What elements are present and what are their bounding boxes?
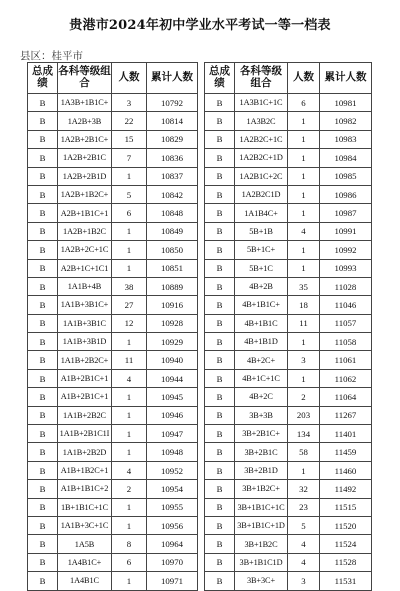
cell-combo: 3B+1B2C+ — [235, 480, 288, 498]
score-table-left — [27, 62, 198, 591]
cell-grade: B — [28, 498, 58, 516]
table-row — [28, 296, 198, 314]
table-row — [28, 572, 198, 590]
cell-cumulative: 10829 — [147, 130, 198, 148]
cell-combo: 5B+1C+ — [235, 241, 288, 259]
cell-combo: A2B+1B1C+1 — [58, 204, 112, 222]
header-count: 人数 — [288, 63, 320, 94]
cell-cumulative: 11531 — [320, 572, 372, 590]
cell-count: 4 — [288, 222, 320, 240]
cell-grade: B — [28, 204, 58, 222]
cell-count: 32 — [288, 480, 320, 498]
table-row — [28, 443, 198, 461]
cell-combo: 4B+2B — [235, 277, 288, 295]
cell-cumulative: 11520 — [320, 516, 372, 534]
cell-combo: 5B+1B — [235, 222, 288, 240]
table-row — [205, 406, 372, 424]
table-row — [28, 112, 198, 130]
table-row — [205, 94, 372, 112]
cell-grade: B — [205, 167, 235, 185]
cell-cumulative: 10929 — [147, 333, 198, 351]
cell-grade: B — [205, 185, 235, 203]
table-row — [205, 296, 372, 314]
cell-grade: B — [205, 425, 235, 443]
table-row — [28, 333, 198, 351]
cell-count: 4 — [288, 535, 320, 553]
table-row — [205, 388, 372, 406]
cell-cumulative: 10991 — [320, 222, 372, 240]
table-row — [205, 204, 372, 222]
cell-grade: B — [28, 222, 58, 240]
cell-grade: B — [205, 296, 235, 314]
cell-combo: 4B+1B1C+ — [235, 296, 288, 314]
cell-combo: 1A1B+2B2C+ — [58, 351, 112, 369]
cell-combo: A1B+2B1C+1 — [58, 388, 112, 406]
table-row — [205, 167, 372, 185]
cell-combo: 3B+2B1D — [235, 461, 288, 479]
cell-count: 1 — [112, 572, 147, 590]
cell-count: 3 — [288, 572, 320, 590]
cell-count: 27 — [112, 296, 147, 314]
header-combo: 各科等级组合 — [235, 63, 288, 94]
cell-combo: 4B+2C — [235, 388, 288, 406]
cell-cumulative: 11028 — [320, 277, 372, 295]
cell-cumulative: 11460 — [320, 461, 372, 479]
cell-cumulative: 10889 — [147, 277, 198, 295]
cell-cumulative: 10983 — [320, 130, 372, 148]
cell-grade: B — [28, 572, 58, 590]
cell-grade: B — [28, 296, 58, 314]
cell-count: 1 — [288, 241, 320, 259]
cell-cumulative: 10940 — [147, 351, 198, 369]
cell-combo: 1A1B+4B — [58, 277, 112, 295]
table-row — [28, 553, 198, 571]
cell-combo: 3B+2B1C — [235, 443, 288, 461]
cell-cumulative: 10836 — [147, 149, 198, 167]
cell-combo: 1A2B2C1D — [235, 185, 288, 203]
cell-cumulative: 10837 — [147, 167, 198, 185]
cell-cumulative: 11524 — [320, 535, 372, 553]
header-count: 人数 — [112, 63, 147, 94]
cell-grade: B — [28, 425, 58, 443]
cell-cumulative: 11046 — [320, 296, 372, 314]
cell-cumulative: 11459 — [320, 443, 372, 461]
cell-combo: 1A1B+3B1C — [58, 314, 112, 332]
cell-cumulative: 10916 — [147, 296, 198, 314]
table-row — [205, 443, 372, 461]
table-row — [205, 351, 372, 369]
cell-combo: 4B+2C+ — [235, 351, 288, 369]
header-cumulative: 累计人数 — [320, 63, 372, 94]
cell-combo: 1A2B+2B1C+ — [58, 130, 112, 148]
table-row — [28, 461, 198, 479]
cell-grade: B — [205, 149, 235, 167]
table-row — [28, 241, 198, 259]
cell-grade: B — [205, 553, 235, 571]
cell-cumulative: 10981 — [320, 94, 372, 112]
cell-cumulative: 10792 — [147, 94, 198, 112]
cell-grade: B — [205, 351, 235, 369]
table-row — [28, 314, 198, 332]
cell-count: 1 — [112, 222, 147, 240]
cell-grade: B — [28, 516, 58, 534]
cell-combo: 1A2B+1B2C — [58, 222, 112, 240]
cell-count: 1 — [112, 516, 147, 534]
cell-grade: B — [28, 369, 58, 387]
cell-count: 35 — [288, 277, 320, 295]
table-row — [28, 406, 198, 424]
cell-grade: B — [205, 480, 235, 498]
cell-combo: 3B+2B1C+ — [235, 425, 288, 443]
table-row — [28, 425, 198, 443]
table-row — [28, 185, 198, 203]
cell-cumulative: 11062 — [320, 369, 372, 387]
table-row — [28, 351, 198, 369]
cell-cumulative: 11492 — [320, 480, 372, 498]
cell-count: 1 — [288, 112, 320, 130]
cell-combo: 4B+1B1D — [235, 333, 288, 351]
table-row — [205, 553, 372, 571]
cell-cumulative: 10964 — [147, 535, 198, 553]
cell-combo: A1B+1B1C+2 — [58, 480, 112, 498]
cell-cumulative: 11528 — [320, 553, 372, 571]
cell-grade: B — [28, 94, 58, 112]
cell-count: 6 — [288, 94, 320, 112]
cell-combo: 3B+1B1C1D — [235, 553, 288, 571]
cell-cumulative: 10842 — [147, 185, 198, 203]
cell-combo: 1A1B+3B1D — [58, 333, 112, 351]
cell-combo: 1A1B+2B1C1I — [58, 425, 112, 443]
header-combo: 各科等级组合 — [58, 63, 112, 94]
cell-combo: 1A1B+3B1C+ — [58, 296, 112, 314]
cell-cumulative: 10851 — [147, 259, 198, 277]
table-row — [28, 149, 198, 167]
cell-combo: 1A2B+3B — [58, 112, 112, 130]
cell-cumulative: 10945 — [147, 388, 198, 406]
cell-cumulative: 10814 — [147, 112, 198, 130]
cell-grade: B — [205, 516, 235, 534]
table-row — [205, 572, 372, 590]
cell-combo: 1A2B1C+2C — [235, 167, 288, 185]
cell-combo: 3B+3C+ — [235, 572, 288, 590]
cell-grade: B — [28, 277, 58, 295]
cell-combo: 1A1B+2B2D — [58, 443, 112, 461]
header-grade: 总成绩 — [28, 63, 58, 94]
cell-count: 23 — [288, 498, 320, 516]
cell-count: 2 — [288, 388, 320, 406]
cell-count: 2 — [112, 480, 147, 498]
cell-count: 12 — [112, 314, 147, 332]
table-row — [205, 314, 372, 332]
cell-count: 18 — [288, 296, 320, 314]
cell-combo: 1A2B+2C+1C — [58, 241, 112, 259]
cell-count: 5 — [112, 185, 147, 203]
cell-grade: B — [205, 535, 235, 553]
cell-combo: 3B+3B — [235, 406, 288, 424]
cell-grade: B — [28, 443, 58, 461]
table-row — [28, 222, 198, 240]
cell-cumulative: 10850 — [147, 241, 198, 259]
cell-count: 1 — [288, 167, 320, 185]
cell-combo: 3B+1B1C+1C — [235, 498, 288, 516]
table-row — [28, 369, 198, 387]
table-row — [28, 516, 198, 534]
cell-combo: 1A2B+2B1C — [58, 149, 112, 167]
cell-cumulative: 11267 — [320, 406, 372, 424]
cell-combo: 1A4B1C — [58, 572, 112, 590]
cell-cumulative: 10984 — [320, 149, 372, 167]
table-row — [205, 333, 372, 351]
cell-count: 134 — [288, 425, 320, 443]
cell-grade: B — [205, 443, 235, 461]
score-table-right — [204, 62, 372, 591]
cell-grade: B — [205, 369, 235, 387]
cell-count: 1 — [288, 461, 320, 479]
cell-combo: 1A3B2C — [235, 112, 288, 130]
cell-combo: 1A2B+2B1D — [58, 167, 112, 185]
cell-count: 4 — [288, 553, 320, 571]
cell-grade: B — [28, 167, 58, 185]
cell-count: 1 — [288, 149, 320, 167]
cell-cumulative: 10947 — [147, 425, 198, 443]
header-cumulative: 累计人数 — [147, 63, 198, 94]
cell-combo: 1A2B2C+1C — [235, 130, 288, 148]
cell-combo: 3B+1B2C — [235, 535, 288, 553]
cell-cumulative: 10954 — [147, 480, 198, 498]
table-row — [28, 480, 198, 498]
cell-count: 58 — [288, 443, 320, 461]
cell-grade: B — [28, 553, 58, 571]
table-row — [205, 241, 372, 259]
cell-cumulative: 10992 — [320, 241, 372, 259]
table-row — [28, 498, 198, 516]
cell-cumulative: 11401 — [320, 425, 372, 443]
cell-count: 1 — [112, 241, 147, 259]
table-row — [205, 185, 372, 203]
table-row — [205, 149, 372, 167]
cell-grade: B — [205, 461, 235, 479]
cell-count: 203 — [288, 406, 320, 424]
table-row — [205, 425, 372, 443]
cell-cumulative: 10982 — [320, 112, 372, 130]
cell-cumulative: 11061 — [320, 351, 372, 369]
cell-grade: B — [28, 406, 58, 424]
cell-combo: 1A4B1C+ — [58, 553, 112, 571]
cell-combo: A2B+1C+1C1 — [58, 259, 112, 277]
cell-count: 1 — [112, 167, 147, 185]
table-header-row — [28, 63, 198, 94]
table-row — [28, 130, 198, 148]
cell-cumulative: 11064 — [320, 388, 372, 406]
cell-cumulative: 10986 — [320, 185, 372, 203]
table-row — [205, 535, 372, 553]
cell-grade: B — [28, 388, 58, 406]
cell-grade: B — [205, 406, 235, 424]
cell-cumulative: 10987 — [320, 204, 372, 222]
cell-grade: B — [28, 185, 58, 203]
cell-combo: A1B+1B2C+1 — [58, 461, 112, 479]
table-header-row — [205, 63, 372, 94]
cell-grade: B — [28, 259, 58, 277]
cell-count: 5 — [288, 516, 320, 534]
cell-grade: B — [205, 498, 235, 516]
cell-count: 1 — [112, 259, 147, 277]
cell-count: 1 — [112, 498, 147, 516]
table-row — [205, 498, 372, 516]
cell-cumulative: 10948 — [147, 443, 198, 461]
cell-grade: B — [205, 222, 235, 240]
cell-combo: 4B+1B1C — [235, 314, 288, 332]
header-grade: 总成绩 — [205, 63, 235, 94]
cell-cumulative: 10849 — [147, 222, 198, 240]
table-row — [205, 461, 372, 479]
cell-count: 22 — [112, 112, 147, 130]
cell-grade: B — [205, 333, 235, 351]
cell-cumulative: 10993 — [320, 259, 372, 277]
cell-count: 1 — [112, 443, 147, 461]
cell-cumulative: 11057 — [320, 314, 372, 332]
cell-grade: B — [28, 535, 58, 553]
cell-grade: B — [28, 461, 58, 479]
table-row — [28, 167, 198, 185]
district-label: 县区：桂平市 — [20, 50, 83, 62]
table-row — [28, 94, 198, 112]
table-row — [28, 259, 198, 277]
table-row — [28, 204, 198, 222]
cell-combo: 1A2B+1B2C+ — [58, 185, 112, 203]
cell-cumulative: 10946 — [147, 406, 198, 424]
cell-count: 6 — [112, 553, 147, 571]
table-row — [28, 535, 198, 553]
cell-count: 11 — [288, 314, 320, 332]
cell-grade: B — [205, 241, 235, 259]
cell-count: 15 — [112, 130, 147, 148]
cell-count: 1 — [112, 333, 147, 351]
cell-count: 11 — [112, 351, 147, 369]
cell-cumulative: 10985 — [320, 167, 372, 185]
table-row — [28, 388, 198, 406]
cell-count: 1 — [112, 388, 147, 406]
cell-combo: 1A2B2C+1D — [235, 149, 288, 167]
cell-combo: 1A3B1C+1C — [235, 94, 288, 112]
cell-cumulative: 10956 — [147, 516, 198, 534]
cell-grade: B — [205, 277, 235, 295]
cell-combo: 1A5B — [58, 535, 112, 553]
cell-count: 4 — [112, 461, 147, 479]
cell-grade: B — [28, 130, 58, 148]
cell-cumulative: 10955 — [147, 498, 198, 516]
cell-cumulative: 11515 — [320, 498, 372, 516]
cell-combo: 1A1B+3C+1C — [58, 516, 112, 534]
cell-count: 1 — [288, 333, 320, 351]
table-row — [205, 130, 372, 148]
cell-count: 1 — [288, 204, 320, 222]
cell-count: 7 — [112, 149, 147, 167]
cell-grade: B — [28, 333, 58, 351]
cell-combo: 1A1B4C+ — [235, 204, 288, 222]
cell-cumulative: 10848 — [147, 204, 198, 222]
cell-grade: B — [28, 149, 58, 167]
cell-cumulative: 10952 — [147, 461, 198, 479]
cell-combo: 4B+1C+1C — [235, 369, 288, 387]
cell-grade: B — [205, 388, 235, 406]
table-row — [205, 259, 372, 277]
cell-count: 1 — [288, 185, 320, 203]
cell-cumulative: 10971 — [147, 572, 198, 590]
cell-count: 3 — [288, 351, 320, 369]
cell-count: 1 — [112, 425, 147, 443]
cell-grade: B — [205, 572, 235, 590]
cell-grade: B — [205, 112, 235, 130]
cell-grade: B — [28, 112, 58, 130]
cell-grade: B — [205, 94, 235, 112]
table-row — [205, 369, 372, 387]
cell-count: 6 — [112, 204, 147, 222]
cell-combo: 5B+1C — [235, 259, 288, 277]
page-title: 贵港市2024年初中学业水平考试一等一档表 — [69, 18, 331, 33]
table-row — [205, 277, 372, 295]
cell-cumulative: 11058 — [320, 333, 372, 351]
table-row — [205, 112, 372, 130]
cell-grade: B — [205, 204, 235, 222]
cell-combo: 1A3B+1B1C+ — [58, 94, 112, 112]
cell-grade: B — [28, 480, 58, 498]
cell-count: 38 — [112, 277, 147, 295]
table-row — [205, 222, 372, 240]
cell-count: 1 — [288, 130, 320, 148]
cell-count: 1 — [288, 259, 320, 277]
cell-grade: B — [28, 241, 58, 259]
cell-cumulative: 10944 — [147, 369, 198, 387]
cell-combo: 1A1B+2B2C — [58, 406, 112, 424]
cell-grade: B — [205, 314, 235, 332]
cell-grade: B — [28, 314, 58, 332]
cell-count: 1 — [288, 369, 320, 387]
table-row — [205, 480, 372, 498]
cell-count: 8 — [112, 535, 147, 553]
cell-count: 1 — [112, 406, 147, 424]
cell-grade: B — [205, 259, 235, 277]
cell-cumulative: 10970 — [147, 553, 198, 571]
cell-grade: B — [205, 130, 235, 148]
cell-grade: B — [28, 351, 58, 369]
cell-combo: 1B+1B1C+1C — [58, 498, 112, 516]
cell-combo: 3B+1B1C+1D — [235, 516, 288, 534]
cell-count: 3 — [112, 94, 147, 112]
cell-count: 4 — [112, 369, 147, 387]
table-row — [28, 277, 198, 295]
cell-combo: A1B+2B1C+1 — [58, 369, 112, 387]
table-row — [205, 516, 372, 534]
cell-cumulative: 10928 — [147, 314, 198, 332]
